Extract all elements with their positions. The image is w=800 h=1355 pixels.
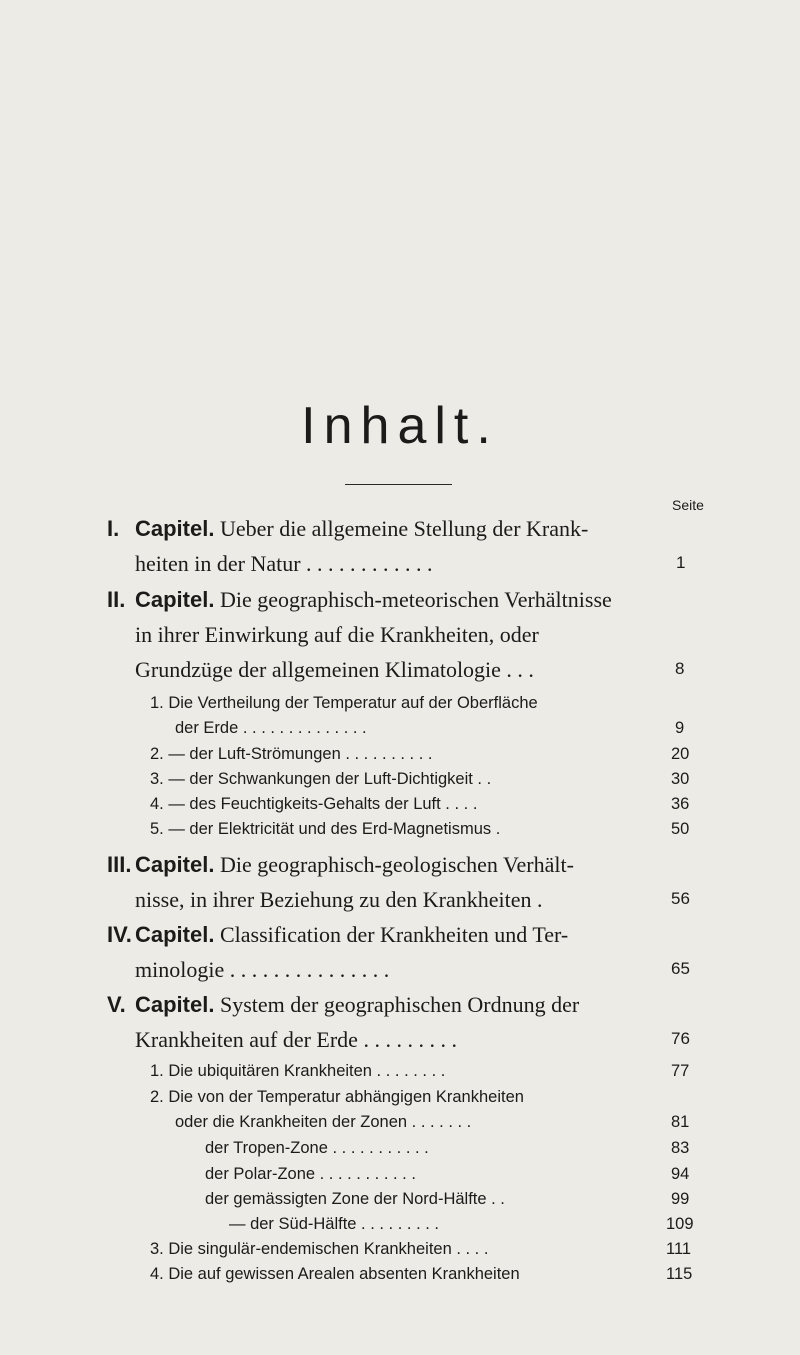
- toc-chapter-1-cont: heiten in der Natur . . . . . . . . . . . .: [135, 551, 433, 576]
- chapter-title-line: Classification der Krankheiten und Ter-: [219, 922, 569, 947]
- toc-section[interactable]: 5. — der Elektricität und des Erd-Magnetismus .: [150, 820, 501, 838]
- toc-section[interactable]: 3. Die singulär-endemischen Krankheiten . . . .: [150, 1240, 489, 1258]
- toc-section[interactable]: 4. — des Feuchtigkeits-Gehalts der Luft . . . .: [150, 795, 478, 813]
- chapter-title-line: Die geographisch-geologischen Verhält-: [219, 852, 574, 877]
- toc-section[interactable]: — der Süd-Hälfte . . . . . . . . .: [229, 1215, 439, 1233]
- toc-chapter-2-cont: in ihrer Einwirkung auf die Krankheiten, oder: [135, 622, 539, 647]
- toc-section[interactable]: 2. — der Luft-Strömungen . . . . . . . . . .: [150, 745, 433, 763]
- page-number: 109: [666, 1215, 694, 1233]
- page-number: 9: [675, 719, 685, 737]
- page-number: 81: [671, 1113, 690, 1131]
- page-number: 77: [671, 1062, 690, 1080]
- toc-chapter-2-cont: Grundzüge der allgemeinen Klimatologie . . .: [135, 657, 534, 682]
- page-number: 65: [671, 959, 690, 978]
- toc-section-cont: der Erde . . . . . . . . . . . . . .: [175, 719, 367, 737]
- toc-chapter-4-cont: minologie . . . . . . . . . . . . . . .: [135, 957, 390, 982]
- chapter-number: III.: [107, 852, 132, 877]
- chapter-title-line: Ueber die allgemeine Stellung der Krank-: [219, 516, 589, 541]
- chapter-label: Capitel.: [135, 852, 215, 877]
- chapter-label: Capitel.: [135, 922, 215, 947]
- page-number: 76: [671, 1029, 690, 1048]
- page-number: 30: [671, 770, 690, 788]
- chapter-number: V.: [107, 992, 126, 1017]
- chapter-number: I.: [107, 516, 120, 541]
- seite-label: Seite: [672, 497, 704, 513]
- page-number: 83: [671, 1139, 690, 1157]
- page-number: 20: [671, 745, 690, 763]
- page-number: 94: [671, 1165, 690, 1183]
- page-number: 111: [666, 1240, 692, 1258]
- toc-section[interactable]: 3. — der Schwankungen der Luft-Dichtigkeit . .: [150, 770, 492, 788]
- toc-section[interactable]: 2. Die von der Temperatur abhängigen Krankheiten: [150, 1088, 524, 1106]
- toc-section[interactable]: der Polar-Zone . . . . . . . . . . .: [205, 1165, 416, 1183]
- page-number: 56: [671, 889, 690, 908]
- toc-chapter-5-cont: Krankheiten auf der Erde . . . . . . . . .: [135, 1027, 457, 1052]
- page-title: Inhalt.: [301, 397, 499, 455]
- chapter-title-line: System der geographischen Ordnung der: [219, 992, 580, 1017]
- toc-section[interactable]: 1. Die ubiquitären Krankheiten . . . . . . . .: [150, 1062, 446, 1080]
- page-number: 115: [666, 1265, 693, 1283]
- chapter-title-line: Die geographisch-meteorischen Verhältnisse: [219, 587, 612, 612]
- chapter-number: II.: [107, 587, 126, 612]
- toc-section[interactable]: der Tropen-Zone . . . . . . . . . . .: [205, 1139, 429, 1157]
- toc-section[interactable]: der gemässigten Zone der Nord-Hälfte . .: [205, 1190, 505, 1208]
- chapter-number: IV.: [107, 922, 132, 947]
- chapter-label: Capitel.: [135, 992, 215, 1017]
- title-divider: [345, 484, 452, 485]
- toc-chapter-3-cont: nisse, in ihrer Beziehung zu den Krankheiten .: [135, 887, 543, 912]
- chapter-label: Capitel.: [135, 516, 215, 541]
- toc-section-cont: oder die Krankheiten der Zonen . . . . . . .: [175, 1113, 472, 1131]
- chapter-label: Capitel.: [135, 587, 215, 612]
- page-number: 8: [675, 659, 685, 678]
- toc-section[interactable]: 1. Die Vertheilung der Temperatur auf der Oberfläche: [150, 694, 538, 712]
- page-number: 36: [671, 795, 690, 813]
- page-number: 1: [676, 553, 686, 572]
- page-number: 99: [671, 1190, 690, 1208]
- toc-section[interactable]: 4. Die auf gewissen Arealen absenten Krankheiten: [150, 1265, 520, 1283]
- page-number: 50: [671, 820, 690, 838]
